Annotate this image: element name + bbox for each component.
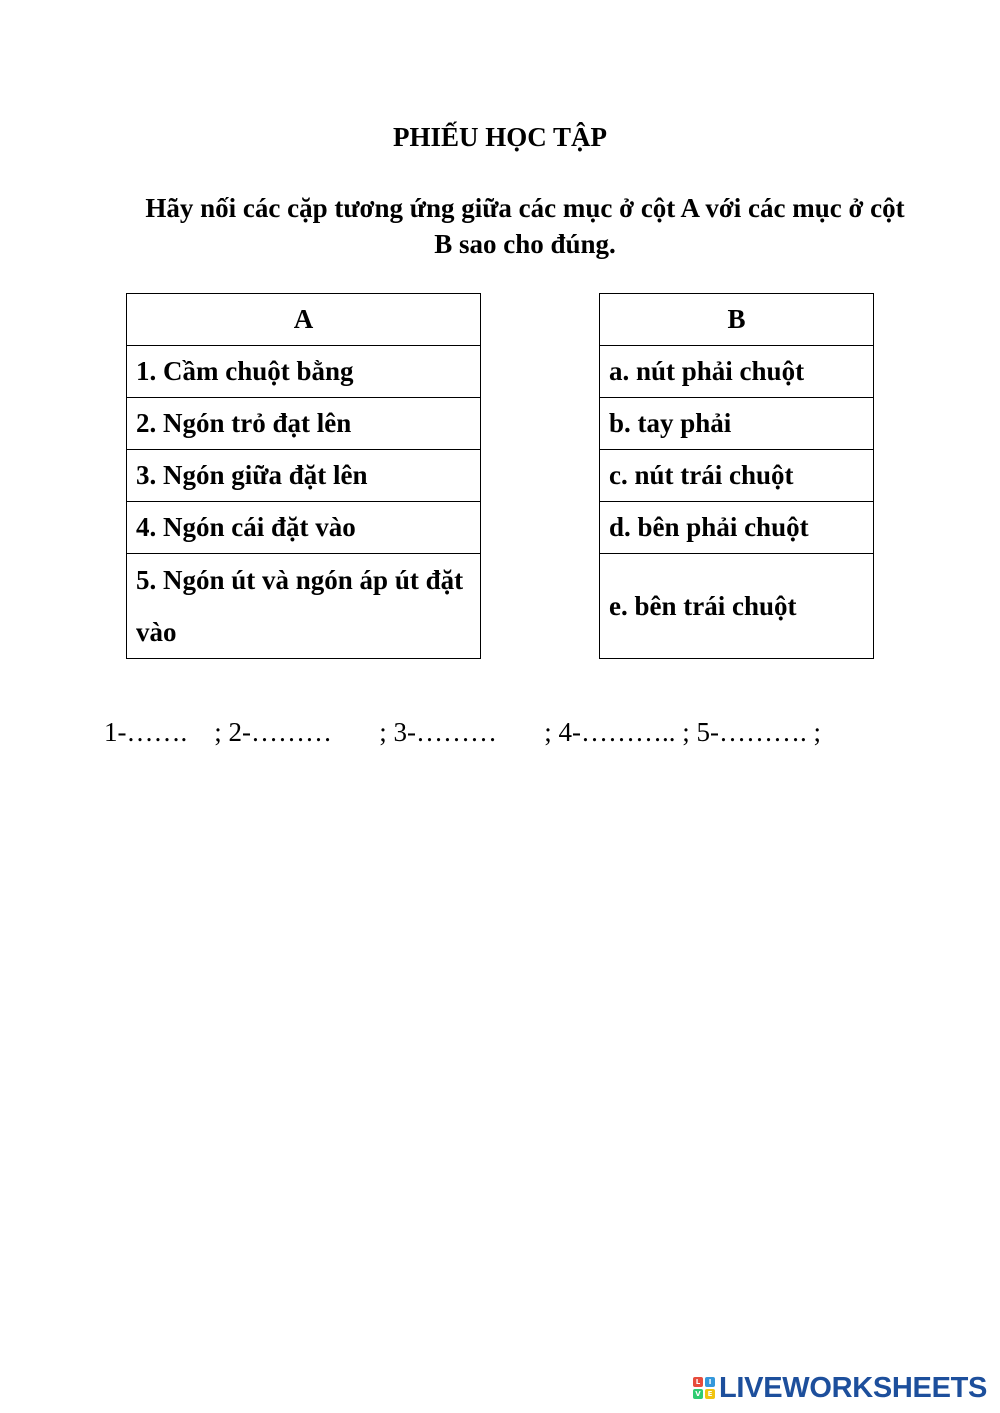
logo-letter-l: L [693, 1377, 703, 1387]
table-row [600, 450, 874, 502]
instruction-line-1: Hãy nối các cặp tương ứng giữa các mục ở cột A với các mục ở cột [145, 193, 905, 223]
table-row [127, 398, 481, 450]
column-b-item-b[interactable]: b. tay phải [600, 398, 874, 450]
column-a-table [126, 293, 481, 659]
column-a-item-3[interactable]: 3. Ngón giữa đặt lên [127, 450, 481, 502]
column-a-item-4[interactable]: 4. Ngón cái đặt vào [127, 502, 481, 554]
column-a-header-row [127, 294, 481, 346]
logo-icon [693, 1377, 715, 1399]
column-a-item-2[interactable]: 2. Ngón trỏ đạt lên [127, 398, 481, 450]
answer-line[interactable]: 1-……. ; 2-……… ; 3-……… ; 4-……….. ; 5-………. ; [104, 717, 821, 747]
logo-letter-i: I [705, 1377, 715, 1387]
table-row [600, 398, 874, 450]
column-a-header: A [127, 294, 481, 346]
column-a-item-5[interactable]: 5. Ngón út và ngón áp út đặt vào [127, 554, 481, 659]
table-row [600, 346, 874, 398]
column-b-table [599, 293, 874, 659]
logo-text: LIVEWORKSHEETS [719, 1371, 988, 1404]
table-row [127, 502, 481, 554]
table-row [600, 502, 874, 554]
table-row [127, 554, 481, 659]
worksheet-title: PHIẾU HỌC TẬP [392, 122, 608, 152]
liveworksheets-logo [693, 1368, 987, 1408]
instruction-line-2: B sao cho đúng. [434, 229, 616, 259]
column-b-header: B [600, 294, 874, 346]
column-b-item-c[interactable]: c. nút trái chuột [600, 450, 874, 502]
column-b-item-e[interactable]: e. bên trái chuột [600, 554, 874, 659]
column-b-item-d[interactable]: d. bên phải chuột [600, 502, 874, 554]
column-b-item-a[interactable]: a. nút phải chuột [600, 346, 874, 398]
instruction-text [60, 190, 990, 262]
table-row [127, 450, 481, 502]
table-row [127, 346, 481, 398]
column-b-header-row [600, 294, 874, 346]
table-row [600, 554, 874, 659]
logo-letter-v: V [693, 1389, 703, 1399]
column-a-item-1[interactable]: 1. Cầm chuột bằng [127, 346, 481, 398]
logo-letter-e: E [705, 1389, 715, 1399]
